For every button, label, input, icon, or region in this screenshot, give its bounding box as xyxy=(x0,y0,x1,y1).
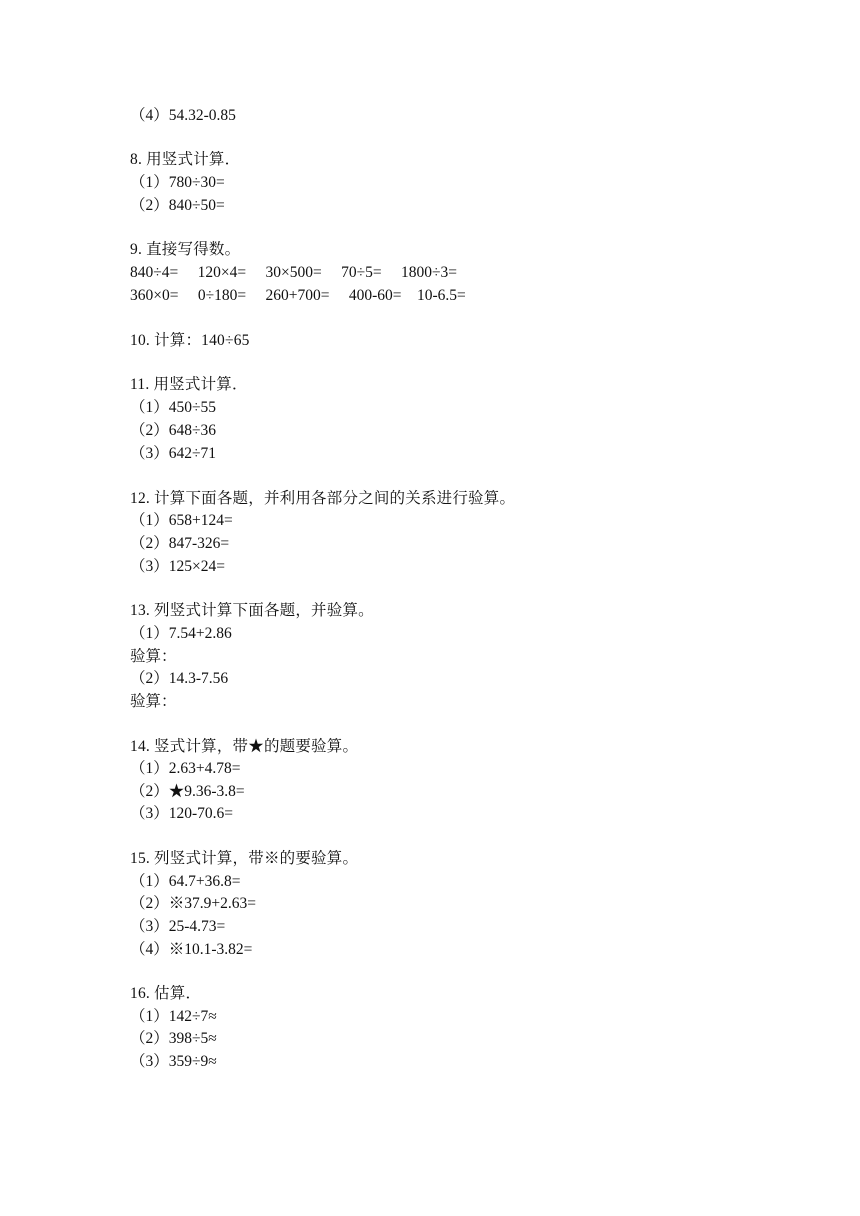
q13-item-2: （2）14.3-7.56 xyxy=(130,670,229,687)
q11-item-1: （1）450÷55 xyxy=(130,399,217,416)
q16-item-3: （3）359÷9≈ xyxy=(130,1053,217,1070)
q11-title: 11. 用竖式计算． xyxy=(130,376,248,393)
q10-title: 10. 计算：140÷65 xyxy=(130,332,250,349)
q8-item-2: （2）840÷50= xyxy=(130,197,225,214)
q15-item-4: （4）※10.1-3.82= xyxy=(130,941,253,958)
q13-title: 13. 列竖式计算下面各题，并验算。 xyxy=(130,602,374,619)
q16-item-2: （2）398÷5≈ xyxy=(130,1030,217,1047)
q9-row-2: 360×0= 0÷180= 260+700= 400-60= 10-6.5= xyxy=(130,287,466,304)
q15-item-3: （3）25-4.73= xyxy=(130,918,226,935)
q13-check-2: 验算： xyxy=(130,693,177,710)
q16-title: 16. 估算． xyxy=(130,985,202,1002)
q14-title: 14. 竖式计算，带★的题要验算。 xyxy=(130,738,359,755)
q11-item-3: （3）642÷71 xyxy=(130,445,217,462)
q13-check-1: 验算： xyxy=(130,648,177,665)
q7-item-4: （4）54.32-0.85 xyxy=(130,107,236,124)
q9-title: 9. 直接写得数。 xyxy=(130,241,241,258)
q12-item-2: （2）847-326= xyxy=(130,535,230,552)
q14-item-3: （3）120-70.6= xyxy=(130,805,234,822)
q15-title: 15. 列竖式计算，带※的要验算。 xyxy=(130,850,359,867)
q8-title: 8. 用竖式计算． xyxy=(130,151,241,168)
q12-item-1: （1）658+124= xyxy=(130,512,233,529)
q14-item-1: （1）2.63+4.78= xyxy=(130,760,241,777)
q11-item-2: （2）648÷36 xyxy=(130,422,217,439)
q12-item-3: （3）125×24= xyxy=(130,558,225,575)
q8-item-1: （1）780÷30= xyxy=(130,174,225,191)
q15-item-1: （1）64.7+36.8= xyxy=(130,873,241,890)
q9-row-1: 840÷4= 120×4= 30×500= 70÷5= 1800÷3= xyxy=(130,264,457,281)
q12-title: 12. 计算下面各题，并利用各部分之间的关系进行验算。 xyxy=(130,490,516,507)
q14-item-2: （2）★9.36-3.8= xyxy=(130,783,245,800)
q16-item-1: （1）142÷7≈ xyxy=(130,1008,217,1025)
q13-item-1: （1）7.54+2.86 xyxy=(130,625,232,642)
q15-item-2: （2）※37.9+2.63= xyxy=(130,895,256,912)
